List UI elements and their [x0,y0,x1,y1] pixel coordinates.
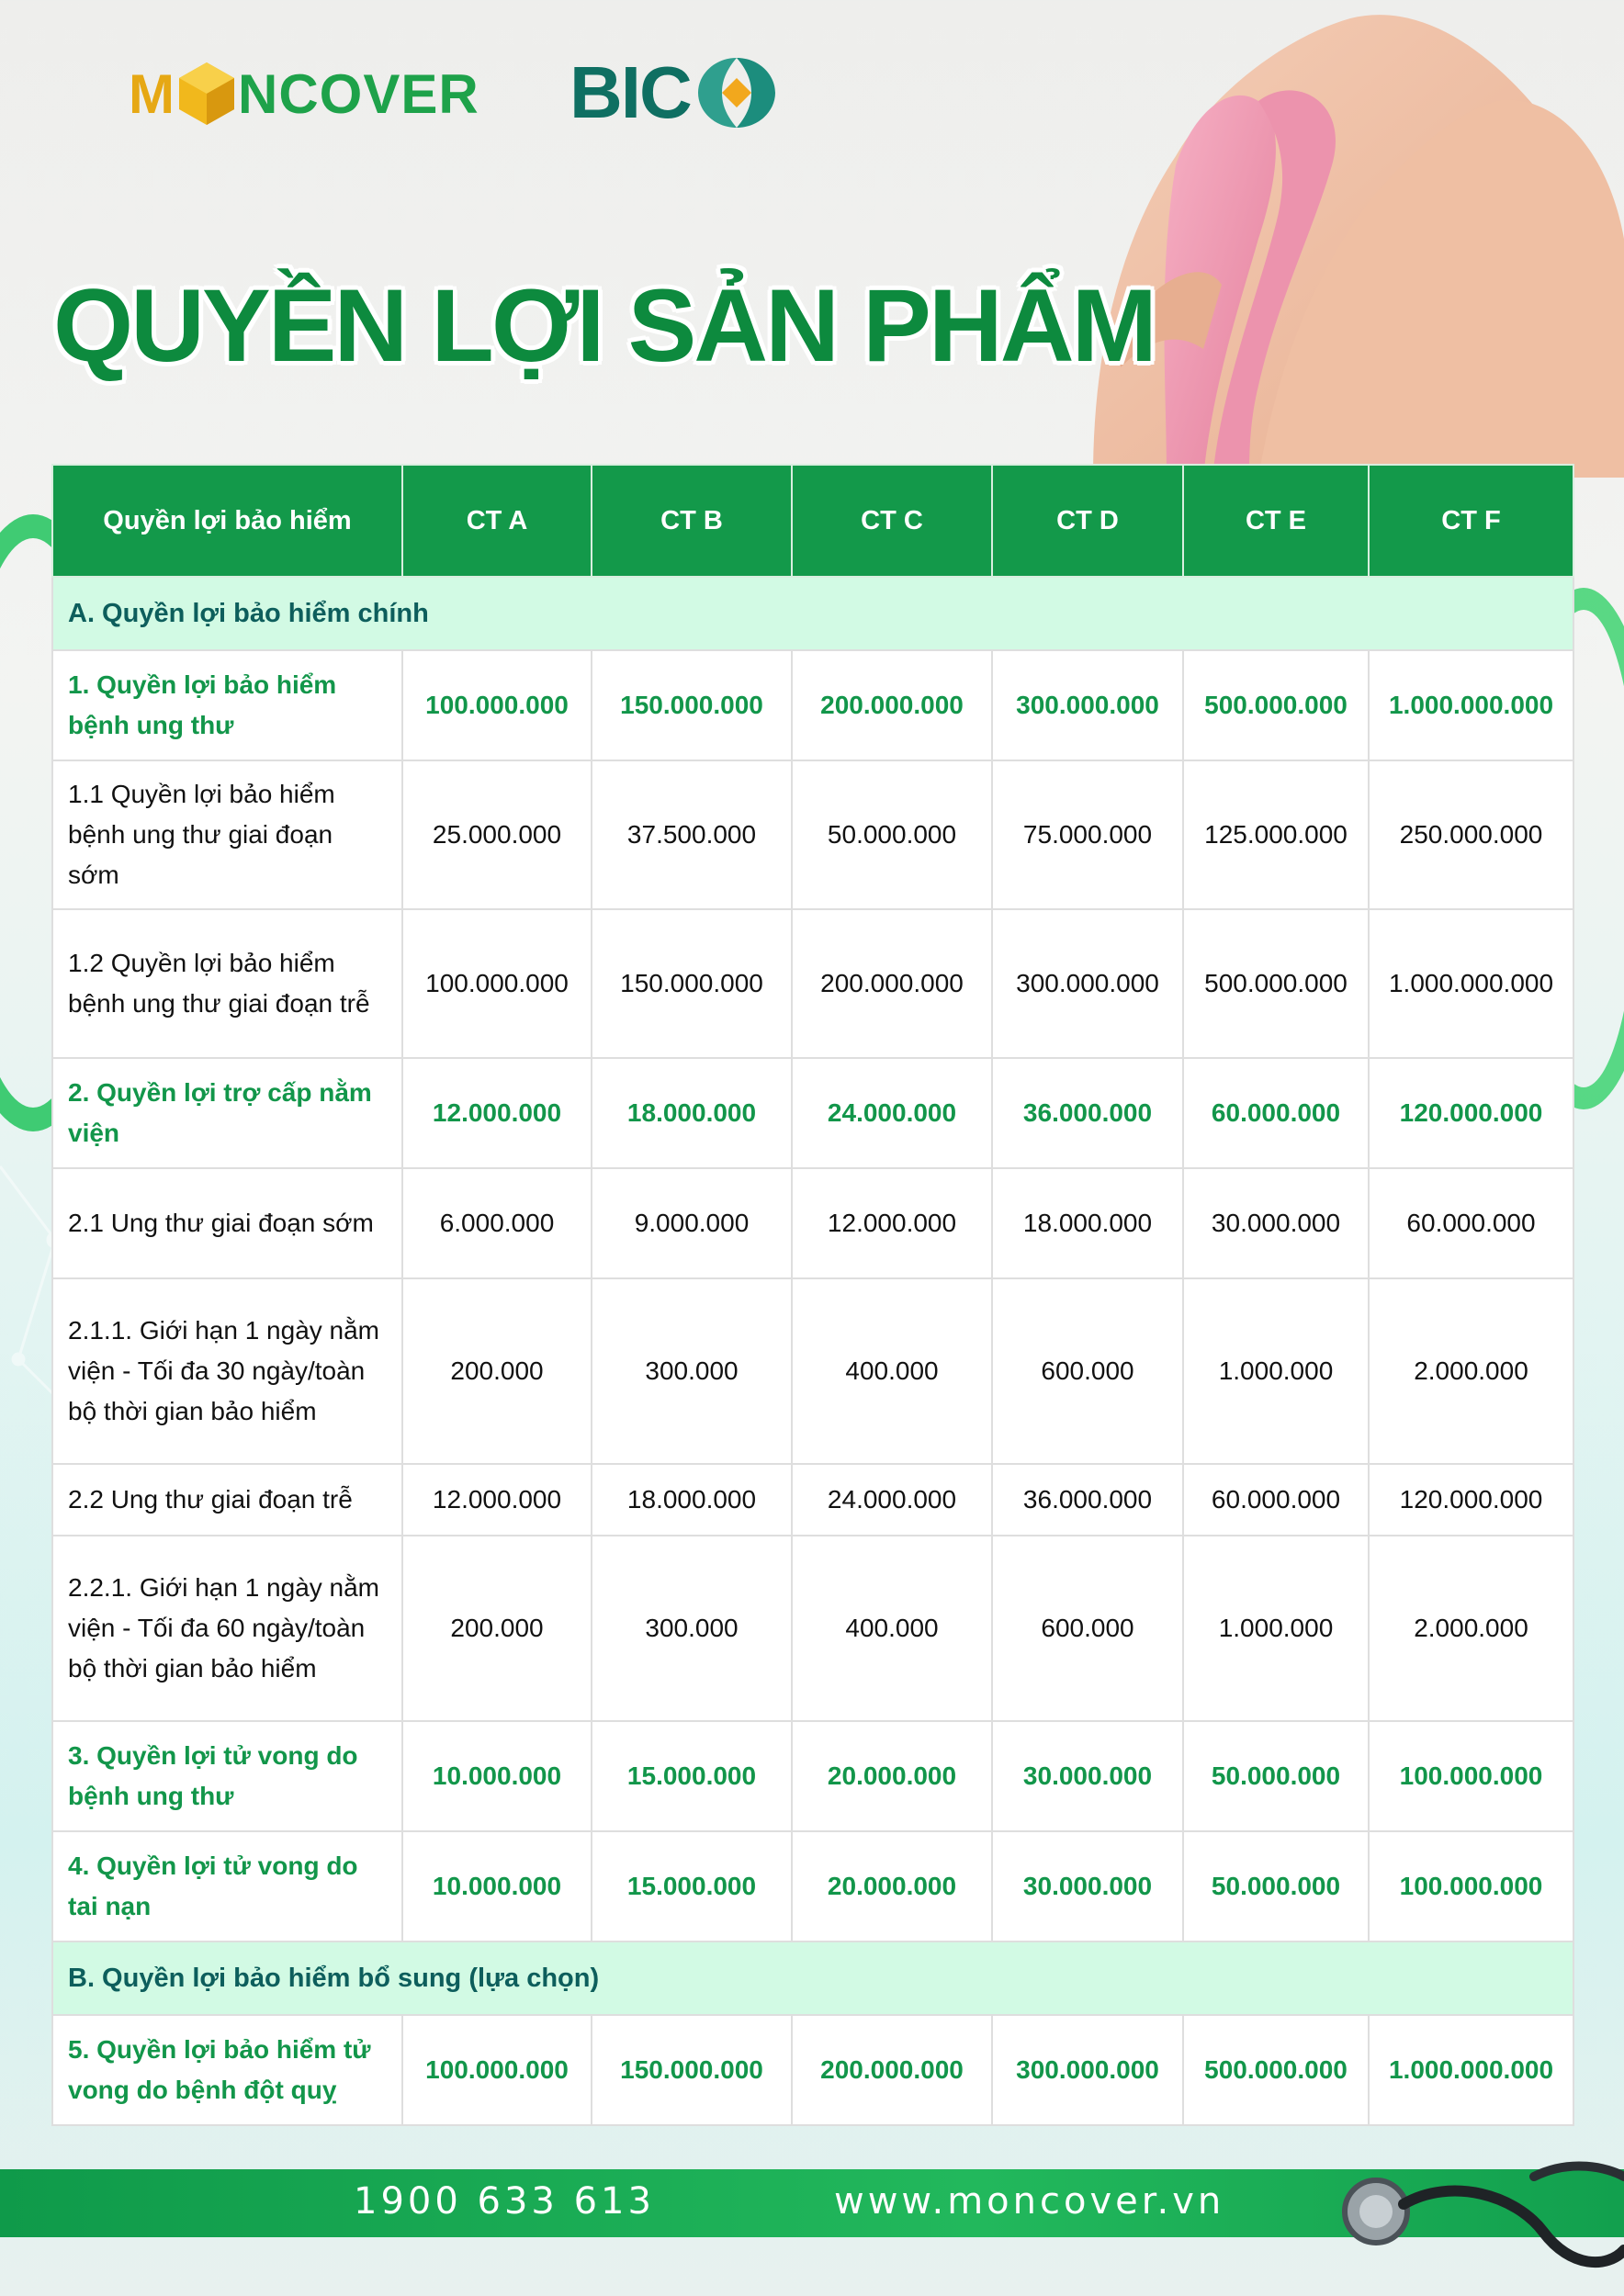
header-ct-a: CT A [402,465,592,577]
cell-value: 1.000.000.000 [1369,650,1573,760]
cell-value: 75.000.000 [992,760,1183,909]
cell-value: 6.000.000 [402,1168,592,1278]
table-row [52,760,1573,909]
benefits-table [51,464,1574,2126]
cell-value: 36.000.000 [992,1058,1183,1168]
cell-value: 120.000.000 [1369,1058,1573,1168]
cell-value: 2.000.000 [1369,1536,1573,1721]
cell-value: 100.000.000 [402,909,592,1058]
cell-value: 300.000.000 [992,650,1183,760]
cell-value: 1.000.000 [1183,1536,1369,1721]
cell-value: 125.000.000 [1183,760,1369,909]
cell-value: 15.000.000 [592,1721,792,1831]
table-row [52,1464,1573,1536]
cell-value: 120.000.000 [1369,1464,1573,1536]
header-ct-b: CT B [592,465,792,577]
stethoscope-image [1304,2140,1624,2296]
cell-value: 200.000.000 [792,2015,992,2125]
page-title: QUYỀN LỢI SẢN PHẨM [53,268,1155,383]
cell-value: 24.000.000 [792,1464,992,1536]
row-label: 3. Quyền lợi tử vong do bệnh ung thư [52,1721,402,1831]
header-benefit: Quyền lợi bảo hiểm [52,465,402,577]
row-label: 2.1.1. Giới hạn 1 ngày nằm viện - Tối đa 30 ngày/toàn bộ thời gian bảo hiểm [52,1278,402,1464]
table-row [52,1831,1573,1941]
cell-value: 9.000.000 [592,1168,792,1278]
cell-value: 60.000.000 [1369,1168,1573,1278]
cell-value: 12.000.000 [792,1168,992,1278]
hexagon-logo-icon [177,61,236,127]
cell-value: 200.000.000 [792,909,992,1058]
moncover-logo-m: M [129,62,175,125]
cell-value: 100.000.000 [402,650,592,760]
cell-value: 100.000.000 [1369,1721,1573,1831]
cell-value: 12.000.000 [402,1464,592,1536]
cell-value: 18.000.000 [992,1168,1183,1278]
table-row [52,1721,1573,1831]
header-ct-c: CT C [792,465,992,577]
table-row [52,1168,1573,1278]
cell-value: 12.000.000 [402,1058,592,1168]
table-row [52,650,1573,760]
cell-value: 600.000 [992,1536,1183,1721]
cell-value: 15.000.000 [592,1831,792,1941]
row-label: 1.2 Quyền lợi bảo hiểm bệnh ung thư giai đoạn trễ [52,909,402,1058]
cell-value: 30.000.000 [1183,1168,1369,1278]
cell-value: 100.000.000 [402,2015,592,2125]
cell-value: 150.000.000 [592,2015,792,2125]
cell-value: 400.000 [792,1278,992,1464]
cell-value: 300.000.000 [992,2015,1183,2125]
section-row [52,1941,1573,2015]
row-label: 1.1 Quyền lợi bảo hiểm bệnh ung thư giai đoạn sớm [52,760,402,909]
cell-value: 200.000 [402,1536,592,1721]
cell-value: 18.000.000 [592,1464,792,1536]
cell-value: 1.000.000.000 [1369,2015,1573,2125]
row-label: 5. Quyền lợi bảo hiểm tử vong do bệnh đột quỵ [52,2015,402,2125]
row-label: 2.1 Ung thư giai đoạn sớm [52,1168,402,1278]
row-label: 1. Quyền lợi bảo hiểm bệnh ung thư [52,650,402,760]
cell-value: 200.000.000 [792,650,992,760]
cell-value: 500.000.000 [1183,650,1369,760]
cell-value: 20.000.000 [792,1721,992,1831]
cell-value: 25.000.000 [402,760,592,909]
cell-value: 600.000 [992,1278,1183,1464]
cell-value: 500.000.000 [1183,2015,1369,2125]
table-header-row [52,465,1573,577]
cell-value: 60.000.000 [1183,1058,1369,1168]
table-row [52,1058,1573,1168]
cell-value: 150.000.000 [592,909,792,1058]
header-ct-f: CT F [1369,465,1573,577]
row-label: 2. Quyền lợi trợ cấp nằm viện [52,1058,402,1168]
cell-value: 30.000.000 [992,1831,1183,1941]
moncover-logo-text: NCOVER [237,62,479,125]
cell-value: 60.000.000 [1183,1464,1369,1536]
bic-logo-text: BIC [570,51,691,133]
bic-logo-mark-icon [694,54,779,131]
cell-value: 1.000.000 [1183,1278,1369,1464]
table-row [52,909,1573,1058]
hands-pink-ribbon-photo [983,0,1624,478]
cell-value: 150.000.000 [592,650,792,760]
cell-value: 50.000.000 [1183,1831,1369,1941]
cell-value: 37.500.000 [592,760,792,909]
cell-value: 400.000 [792,1536,992,1721]
table-row [52,1536,1573,1721]
section-row [52,577,1573,650]
cell-value: 1.000.000.000 [1369,909,1573,1058]
footer-website: www.moncover.vn [834,2180,1225,2223]
cell-value: 100.000.000 [1369,1831,1573,1941]
cell-value: 500.000.000 [1183,909,1369,1058]
cell-value: 18.000.000 [592,1058,792,1168]
moncover-logo [129,57,479,130]
table-row [52,1278,1573,1464]
row-label: 2.2 Ung thư giai đoạn trễ [52,1464,402,1536]
cell-value: 250.000.000 [1369,760,1573,909]
cell-value: 50.000.000 [1183,1721,1369,1831]
section-a-label: A. Quyền lợi bảo hiểm chính [52,577,1573,650]
section-b-label: B. Quyền lợi bảo hiểm bổ sung (lựa chọn) [52,1941,1573,2015]
header-ct-e: CT E [1183,465,1369,577]
row-label: 4. Quyền lợi tử vong do tai nạn [52,1831,402,1941]
cell-value: 2.000.000 [1369,1278,1573,1464]
bic-logo [570,51,779,134]
cell-value: 24.000.000 [792,1058,992,1168]
footer-phone: 1900 633 613 [354,2180,655,2223]
cell-value: 20.000.000 [792,1831,992,1941]
cell-value: 300.000 [592,1536,792,1721]
cell-value: 30.000.000 [992,1721,1183,1831]
cell-value: 10.000.000 [402,1831,592,1941]
cell-value: 300.000 [592,1278,792,1464]
header-ct-d: CT D [992,465,1183,577]
row-label: 2.2.1. Giới hạn 1 ngày nằm viện - Tối đa 60 ngày/toàn bộ thời gian bảo hiểm [52,1536,402,1721]
table-row [52,2015,1573,2125]
cell-value: 10.000.000 [402,1721,592,1831]
cell-value: 200.000 [402,1278,592,1464]
cell-value: 50.000.000 [792,760,992,909]
cell-value: 300.000.000 [992,909,1183,1058]
cell-value: 36.000.000 [992,1464,1183,1536]
